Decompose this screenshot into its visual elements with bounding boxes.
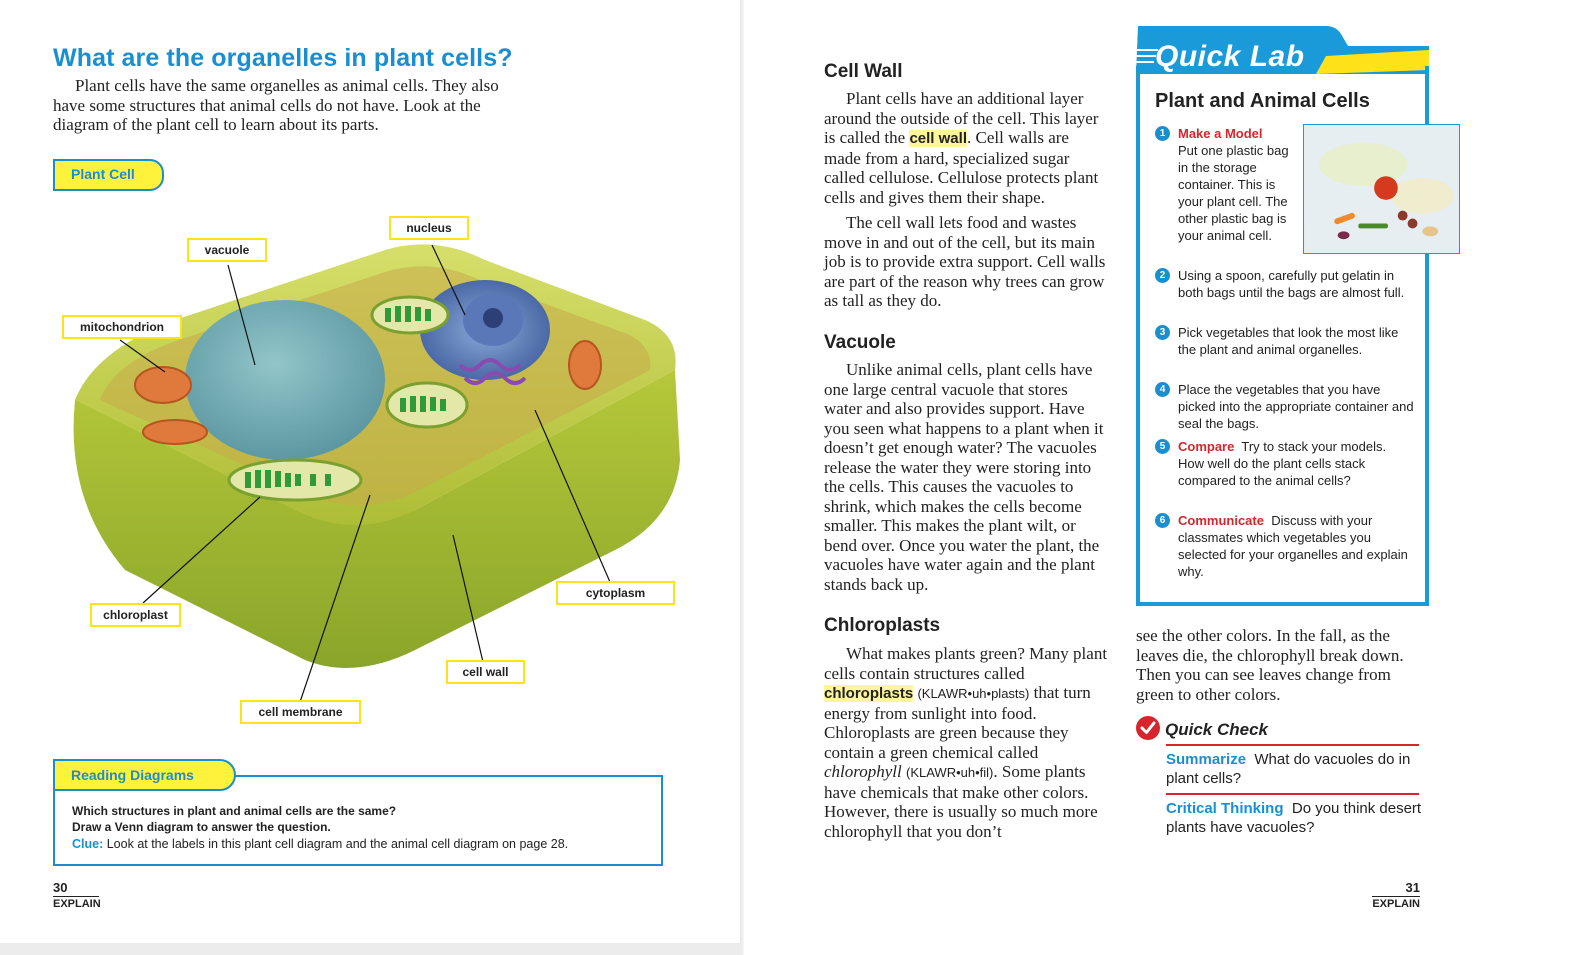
step-number-2: 2 bbox=[1155, 268, 1170, 283]
plant-cell-illustration bbox=[55, 210, 695, 730]
quick-check-divider bbox=[1166, 744, 1419, 746]
step-number-4: 4 bbox=[1155, 382, 1170, 397]
quick-lab-step-4: 4 Place the vegetables that you have picked into the appropriate container and seal the bags. bbox=[1155, 381, 1415, 432]
term-cell-wall: cell wall bbox=[909, 130, 967, 147]
step-number-1: 1 bbox=[1155, 126, 1170, 141]
cell-wall-text: Plant cells have an additional layer around the outside of the cell. This layer is called the cell wall. Cell walls are made from a hard, specialized sugar called cellulose. Cellulose protects plant cells and gives them their shape. The cell wall lets food and wastes move in and out of the cell, but its main job is to provide extra support. Cell walls are part of the reason why trees can grow as tall as they do. bbox=[824, 89, 1106, 310]
label-chloroplast: chloroplast bbox=[90, 603, 181, 627]
diagram-title-tag bbox=[53, 159, 164, 191]
heading-vacuole: Vacuole bbox=[824, 332, 896, 353]
quick-lab-step-2: 2 Using a spoon, carefully put gelatin in both bags until the bags are almost full. bbox=[1155, 267, 1415, 301]
step-number-5: 5 bbox=[1155, 439, 1170, 454]
term-chloroplasts: chloroplasts bbox=[824, 685, 914, 702]
chloroplasts-continued-text: see the other colors. In the fall, as the leaves die, the chlorophyll break down. Then you can see leaves change from green to other colors. bbox=[1136, 626, 1404, 704]
page-edge bbox=[0, 943, 742, 955]
label-mitochondrion: mitochondrion bbox=[62, 315, 182, 339]
quick-lab-step-6: 6 Communicate Discuss with your classmates which vegetables you selected for your organelles and explain why. bbox=[1155, 512, 1415, 580]
quick-lab-step-3: 3 Pick vegetables that look the most like the plant and animal organelles. bbox=[1155, 324, 1415, 358]
quick-lab-photo bbox=[1303, 124, 1460, 254]
quick-check-title: Quick Check bbox=[1165, 720, 1268, 739]
label-nucleus: nucleus bbox=[389, 216, 469, 240]
heading-cell-wall: Cell Wall bbox=[824, 61, 903, 82]
quick-check-summarize: Summarize What do vacuoles do in plant cells? bbox=[1166, 751, 1411, 787]
label-cell-wall: cell wall bbox=[446, 660, 525, 684]
reading-diagrams-question: Which structures in plant and animal cells are the same? Draw a Venn diagram to answer the question. bbox=[72, 804, 397, 834]
page-number-left: 30 EXPLAIN bbox=[53, 880, 101, 910]
quick-lab-step-5: 5 Compare Try to stack your models. How well do the plant cells stack compared to the animal cells? bbox=[1155, 438, 1415, 489]
step-number-6: 6 bbox=[1155, 513, 1170, 528]
label-vacuole: vacuole bbox=[187, 238, 267, 262]
label-cell-membrane: cell membrane bbox=[240, 700, 361, 724]
label-cytoplasm: cytoplasm bbox=[556, 581, 675, 605]
intro-paragraph: Plant cells have the same organelles as animal cells. They also have some structures that animal cells do not have. Look at the diagram of the plant cell to learn about its parts. bbox=[53, 76, 499, 134]
page-number-right: 31 EXPLAIN bbox=[1372, 880, 1420, 910]
reading-diagrams-clue: Clue: Look at the labels in this plant cell diagram and the animal cell diagram on page 28. bbox=[72, 837, 569, 851]
quick-check-divider-2 bbox=[1166, 793, 1419, 795]
page-heading: What are the organelles in plant cells? bbox=[53, 44, 513, 72]
heading-chloroplasts: Chloroplasts bbox=[824, 615, 941, 636]
step-number-3: 3 bbox=[1155, 325, 1170, 340]
checkmark-icon bbox=[1136, 716, 1160, 740]
quick-lab-subtitle: Plant and Animal Cells bbox=[1155, 90, 1370, 112]
quick-check-critical-thinking: Critical Thinking Do you think desert plants have vacuoles? bbox=[1166, 800, 1422, 836]
quick-lab-title: Quick Lab bbox=[1155, 40, 1305, 73]
vacuole-text: Unlike animal cells, plant cells have one large central vacuole that stores water and also provides support. Have you seen what happens to a plant when it doesn’t get enough water? The vacuoles release the water they were storing into the cells. This causes the vacuoles to shrink, which makes the cells become smaller. This makes the plant wilt, or bend over. Once you water the plant, the vacuoles have water again and the plant stands back up. bbox=[824, 360, 1104, 594]
reading-diagrams-tag: Reading Diagrams bbox=[53, 759, 236, 791]
chloroplasts-text: What makes plants green? Many plant cells contain structures called chloroplasts (KLAWR•uh•plasts) that turn energy from sunlight into food. Chloroplasts are green because they contain a green chemical called chlorophyll (KLAWR•uh•fil). Some plants have chemicals that make other colors. However, there is usually so much more chlorophyll that you don’t bbox=[824, 644, 1108, 841]
quick-lab-step-1: 1 Make a Model Put one plastic bag in the storage container. This is your plant cell. The other plastic bag is your animal cell. bbox=[1155, 125, 1301, 244]
diagram-title: Plant Cell bbox=[71, 166, 135, 182]
